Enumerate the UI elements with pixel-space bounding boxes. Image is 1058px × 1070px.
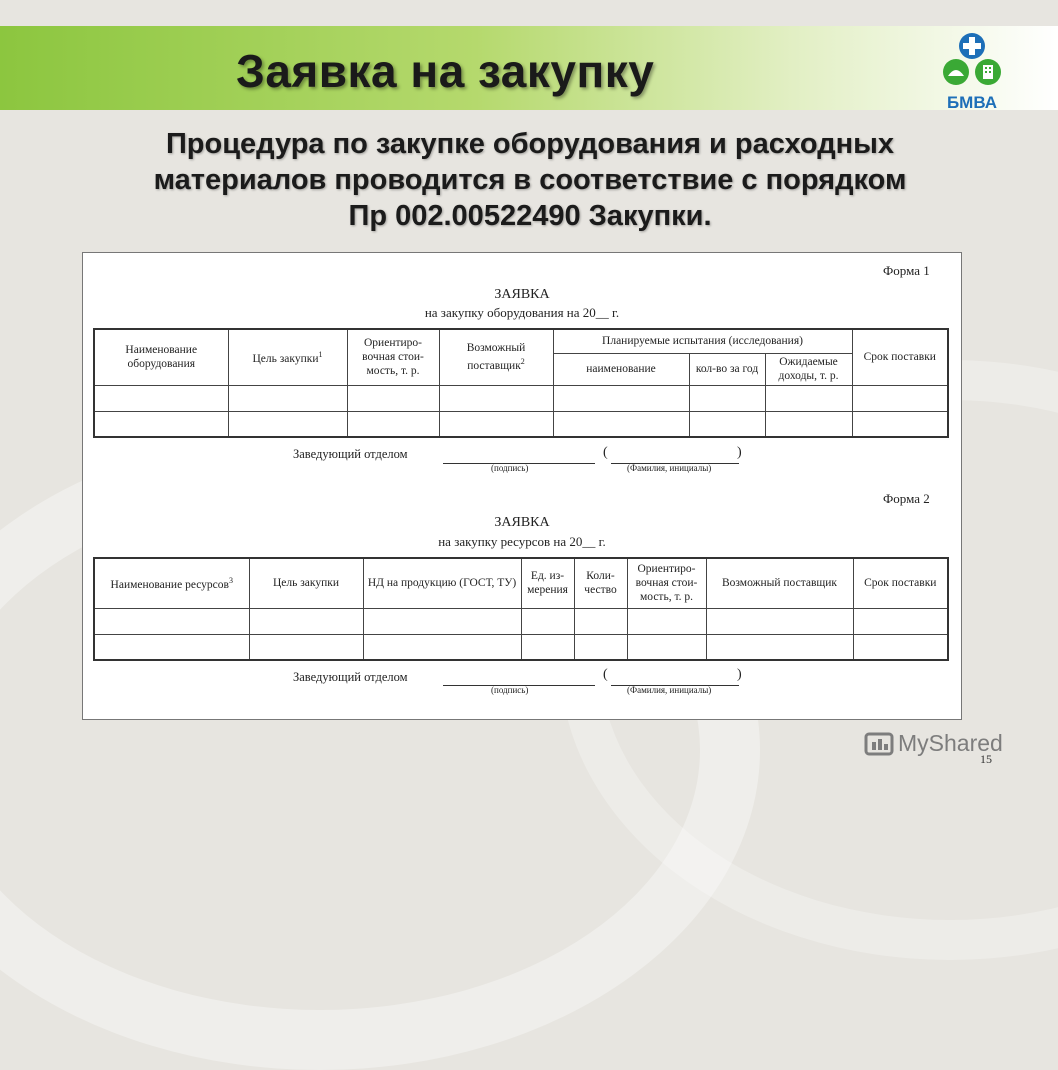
header-supplier: Возможный поставщик$^2$ xyxy=(439,329,553,385)
bmva-logo xyxy=(936,30,1008,112)
table-row xyxy=(94,411,948,437)
subtitle-line: Процедура по закупке оборудования и расходных xyxy=(165,128,895,160)
header-qty: Коли-чество xyxy=(574,558,627,608)
form2-subtitle: на закупку ресурсов на 20__ г. xyxy=(438,534,606,549)
header-delivery: Срок поставки xyxy=(852,329,948,385)
form1-label: Форма 1 xyxy=(883,263,930,278)
page-number: 15 xyxy=(980,752,992,766)
form1-table xyxy=(93,328,949,438)
signature-caption: (подпись) xyxy=(491,685,529,695)
header-equipment-name: Наименование оборудования xyxy=(94,329,228,385)
slide-title: Заявка на закупку xyxy=(236,45,655,97)
paren-open: ( xyxy=(603,445,608,460)
table-row xyxy=(94,634,948,660)
header-planned-tests: Планируемые испытания (исследования) xyxy=(553,329,852,353)
subtitle-line: Пр 002.00522490 Закупки. xyxy=(348,200,712,232)
name-caption: (Фамилия, инициалы) xyxy=(627,463,712,473)
form2-table xyxy=(93,557,949,661)
header-test-count: кол-во за год xyxy=(689,353,765,385)
subtitle-line: материалов проводится в соответствие с порядком xyxy=(153,164,907,196)
paren-open: ( xyxy=(603,667,608,682)
forms-document xyxy=(82,252,962,720)
header-nd: НД на продукцию (ГОСТ, ТУ) xyxy=(363,558,521,608)
header-price: Ориентиро-вочная стои-мость, т. р. xyxy=(627,558,706,608)
watermark-icon xyxy=(864,728,898,758)
form2-signature-label: Заведующий отделом xyxy=(293,670,408,684)
form2-label: Форма 2 xyxy=(883,491,930,506)
signature-caption: (подпись) xyxy=(491,463,529,473)
watermark-text: MyShared xyxy=(898,729,1003,756)
form2-title: ЗАЯВКА xyxy=(494,515,550,530)
header-test-name: наименование xyxy=(553,353,689,385)
form1-title: ЗАЯВКА xyxy=(494,287,550,302)
header-test-income: Ожидаемые доходы, т. р. xyxy=(765,353,852,385)
slide-subtitle xyxy=(60,126,1000,234)
name-caption: (Фамилия, инициалы) xyxy=(627,685,712,695)
table-row xyxy=(94,385,948,411)
form1-signature-label: Заведующий отделом xyxy=(293,447,408,461)
header-purpose: Цель закупки$^1$ xyxy=(228,329,347,385)
header-delivery: Срок поставки xyxy=(853,558,948,608)
logo-text: БМВА xyxy=(946,93,998,112)
paren-close: ) xyxy=(737,445,742,460)
header-purpose: Цель закупки xyxy=(249,558,363,608)
header-price: Ориентиро-вочная стои-мость, т. р. xyxy=(347,329,439,385)
form1-subtitle: на закупку оборудования на 20__ г. xyxy=(424,305,620,320)
table-row xyxy=(94,608,948,634)
paren-close: ) xyxy=(737,667,742,682)
header-supplier: Возможный поставщик xyxy=(706,558,853,608)
header-resource-name: Наименование ресурсов$^3$ xyxy=(94,558,249,608)
header-unit: Ед. из-мерения xyxy=(521,558,574,608)
